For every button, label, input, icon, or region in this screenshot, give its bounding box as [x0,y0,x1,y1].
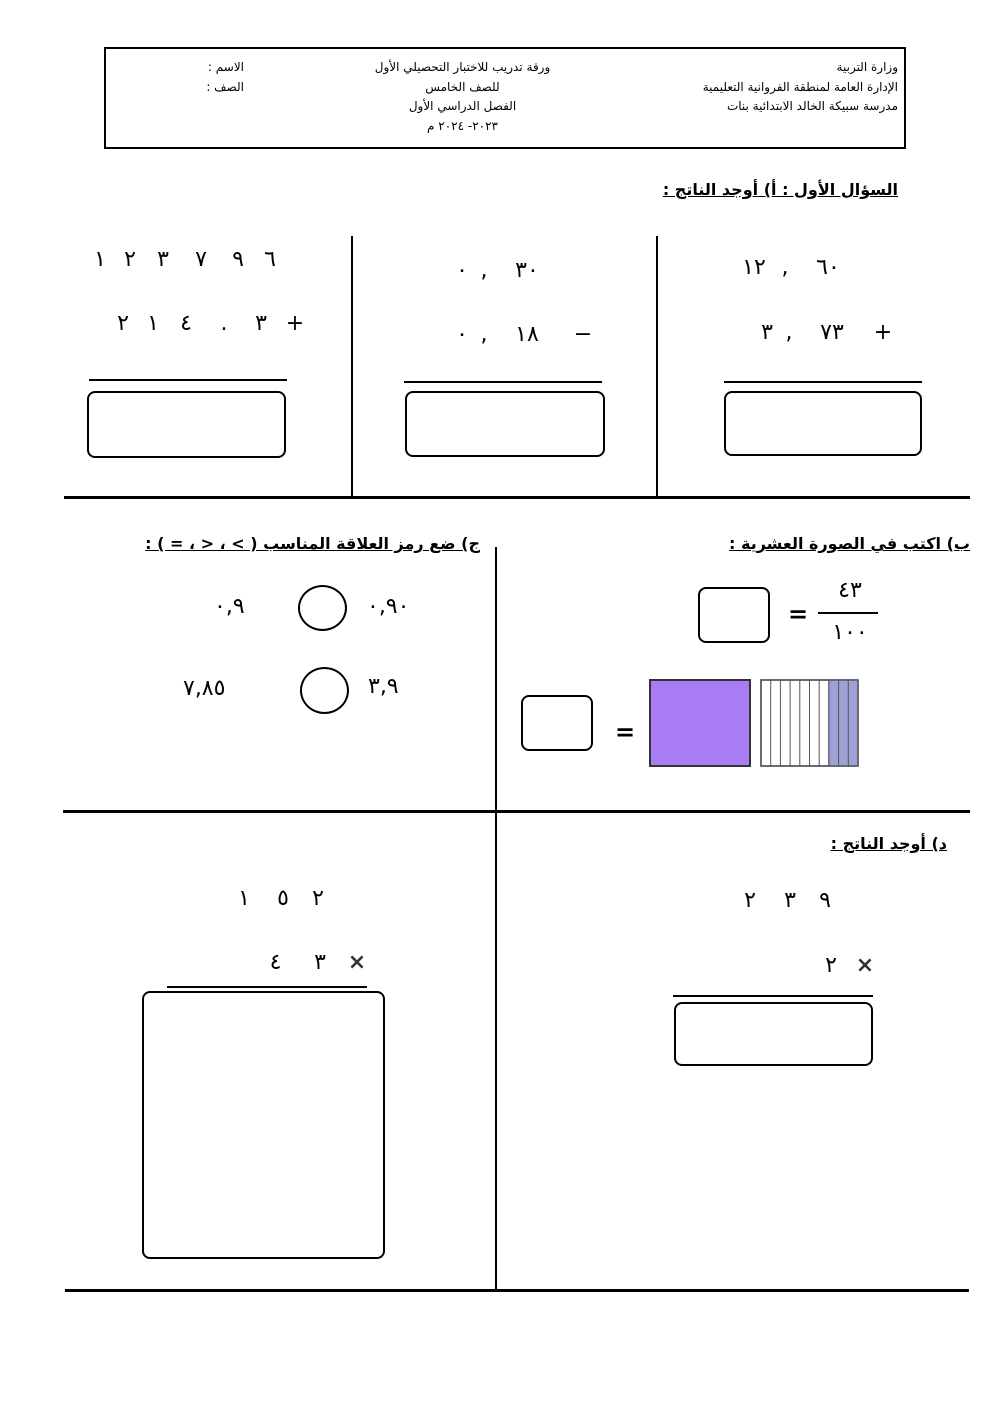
q1-p1-bottom [757,320,903,345]
multiply-sign: × [347,950,367,975]
c-row1-comparison-circle[interactable] [298,585,347,631]
section-b-title: ب) اكتب في الصورة العشرية : [729,534,970,553]
c-row2-right-number: ٣,٩ [368,674,399,699]
d-p2-top [225,886,333,911]
whole-square-model [649,679,751,767]
divider [495,547,497,852]
equals-sign: = [615,718,636,746]
q1-p2-bottom [452,322,598,347]
digit: ٣ [157,247,169,272]
c-row2-left-number: ٧,٨٥ [183,676,226,701]
fraction-answer-box[interactable] [698,587,770,643]
model-answer-box[interactable] [521,695,593,751]
minus-sign: − [573,322,593,347]
q1-p1-top-dec: ٦٠ [816,255,840,280]
ministry-label: وزارة التربية [836,60,898,74]
q1-p2-answer-box[interactable] [405,391,605,457]
divider [495,812,497,1290]
tenths-strip-model [760,679,860,768]
section-c-title: ج) ضع رمز العلاقة المناسب ( > ، < ، = ) : [145,534,480,553]
digit: ٢ [825,953,837,978]
q1-p3-underline [89,379,287,381]
q1-p1-underline [724,381,922,383]
fraction-bar [818,612,878,614]
digit: ٣ [255,311,267,336]
section-d-title: د) أوجد الناتج : [830,834,947,853]
q1-p1-top-int: ١٢ [742,255,766,280]
plus-sign: + [873,320,893,345]
section-separator [64,496,970,499]
multiply-sign: × [855,953,875,978]
digit: ٤ [269,950,282,975]
q1-p2-bottom-dec: ١٨ [515,322,539,347]
d-p2-answer-box[interactable] [142,991,385,1259]
sheet-title: ورقة تدريب للاختبار التحصيلي الأول [374,60,551,74]
c-row1-right-number: ٠,٩٠ [367,594,410,619]
digit: ٩ [232,247,244,272]
digit: ١ [94,247,106,272]
school-label: مدرسة سبيكة الخالد الابتدائية بنات [726,99,898,113]
q1-p1-bottom-int: ٣ [761,320,773,345]
fraction-denominator: ١٠٠ [832,620,868,645]
d-p2-underline [167,986,367,988]
digit: ٧ [195,247,207,272]
d-p2-bottom [253,950,372,975]
digit: ١ [147,311,159,336]
digit: ٢ [124,247,136,272]
digit: ٣ [314,950,326,975]
divider [656,236,658,498]
page-bottom-line [65,1289,969,1292]
q1-p1-bottom-comma: , [785,320,793,345]
c-row2-comparison-circle[interactable] [300,667,349,714]
q1-p3-top [85,247,285,272]
digit: ٤ [180,311,192,336]
q1-p1-top [735,255,859,280]
name-field-label: الاسم : [207,60,244,74]
c-row1-left-number: ٠,٩ [214,594,245,619]
q1-p2-underline [404,381,602,383]
digit: ١ [238,886,250,911]
q1-p3-answer-box[interactable] [87,391,286,458]
district-label: الإدارة العامة لمنطقة الفروانية التعليمية [702,80,898,94]
digit: ٦ [264,247,276,272]
q1-p1-bottom-dec: ٧٣ [820,320,844,345]
year-label: ٢٠٢٣- ٢٠٢٤ م [427,119,498,133]
question-1-title: السؤال الأول : أ) أوجد الناتج : [662,180,898,199]
d-p1-underline [673,995,873,997]
q1-p3-bottom [108,311,312,336]
d-p1-bottom [812,953,880,978]
fraction-numerator: ٤٣ [838,578,862,603]
equals-sign: = [788,600,809,628]
d-p1-answer-box[interactable] [674,1002,873,1066]
digit: ٢ [312,886,324,911]
digit: ٥ [277,886,289,911]
decimal-point: . [220,311,228,336]
q1-p2-top-dec: ٣٠ [515,258,539,283]
digit: ٢ [744,888,756,913]
q1-p2-top-comma: , [480,258,488,283]
grade-label: للصف الخامس [425,80,500,94]
q1-p1-answer-box[interactable] [724,391,922,456]
plus-sign: + [285,311,305,336]
q1-p2-bottom-int: ٠ [456,322,468,347]
q1-p2-top-int: ٠ [456,258,468,283]
q1-p2-bottom-comma: , [480,322,488,347]
digit: ٢ [117,311,129,336]
d-p1-top [730,888,840,913]
class-field-label: الصف : [206,80,244,94]
divider [351,236,353,498]
q1-p1-top-comma: , [781,255,789,280]
section-separator [63,810,970,813]
q1-p2-top [452,258,558,283]
digit: ٣ [784,888,796,913]
semester-label: الفصل الدراسي الأول [408,99,517,113]
digit: ٩ [819,888,831,913]
